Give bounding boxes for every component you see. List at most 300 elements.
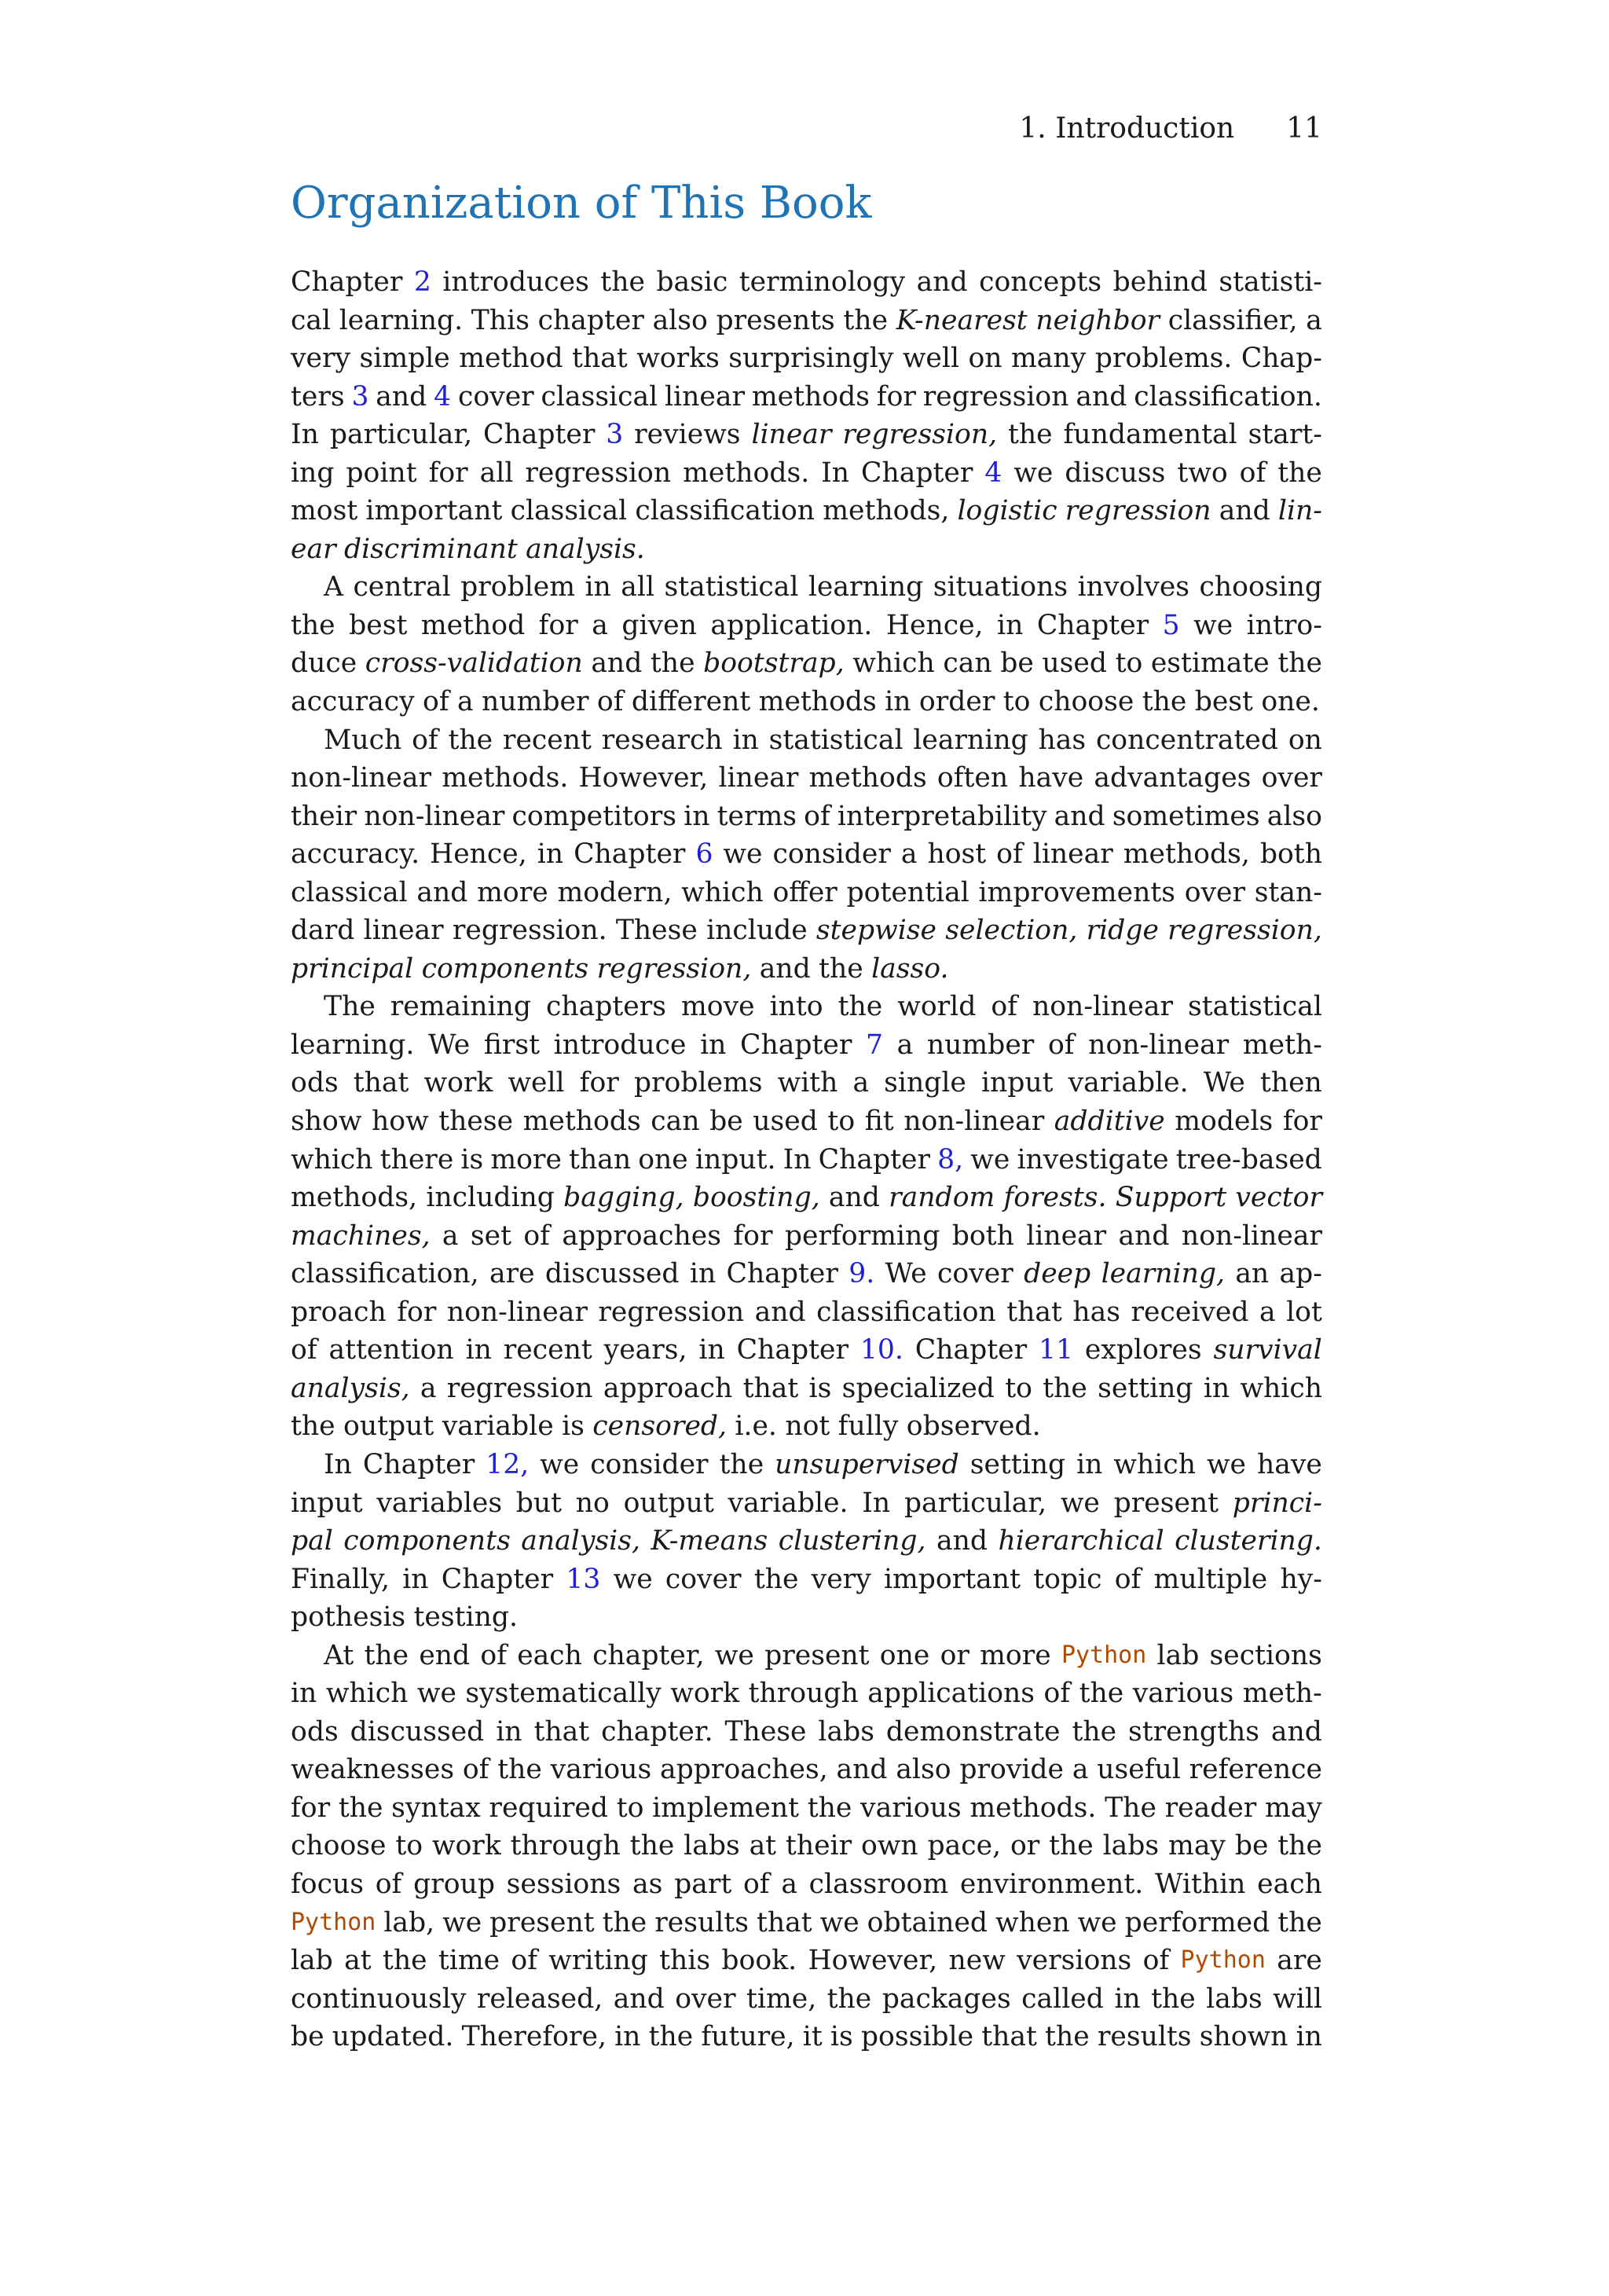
word: input: [291, 1487, 363, 1519]
chapter-reference-link[interactable]: 3: [351, 380, 369, 413]
word: non-linear: [1032, 991, 1174, 1023]
word: reader: [1164, 1792, 1257, 1824]
text-line: [291, 302, 1322, 340]
word: regression: [525, 457, 672, 489]
word: application.: [710, 609, 873, 641]
word: a: [896, 1029, 914, 1061]
emphasized-term: analysis.: [526, 533, 645, 565]
word: may: [1168, 1830, 1226, 1862]
word: lab: [291, 1945, 333, 1977]
word: the: [1142, 686, 1187, 718]
chapter-reference-link[interactable]: 8,: [937, 1143, 964, 1176]
word: central: [353, 571, 451, 603]
word: point: [346, 457, 417, 489]
chapter-reference-link[interactable]: 12,: [486, 1448, 530, 1480]
word: be: [1234, 1830, 1269, 1862]
word: tree-based: [1175, 1143, 1322, 1176]
text-line: [291, 1370, 1322, 1408]
word: choose: [1038, 686, 1134, 718]
word: linear: [363, 915, 444, 947]
word: implement: [652, 1792, 800, 1824]
word: accuracy.: [291, 838, 420, 871]
word: into: [769, 991, 823, 1023]
word: Much: [324, 724, 402, 756]
word: the: [650, 647, 695, 680]
word: but: [515, 1487, 563, 1519]
word: not: [785, 1410, 830, 1443]
word: will: [1273, 1982, 1322, 2015]
word: explores: [1084, 1334, 1202, 1366]
word: then: [1259, 1067, 1322, 1099]
word: in: [997, 609, 1024, 641]
word: approach: [603, 1372, 733, 1404]
paragraph: [291, 263, 1322, 568]
word: for: [291, 1792, 331, 1824]
word: may: [1265, 1792, 1322, 1824]
word: The: [1105, 1792, 1156, 1824]
word: in: [1296, 2021, 1322, 2053]
word: for: [579, 1067, 619, 1099]
word: and: [1054, 800, 1105, 832]
word: results: [654, 1906, 749, 1938]
word: Chapter: [574, 838, 686, 871]
word: classification: [816, 1296, 996, 1328]
emphasized-term: analysis,: [521, 1525, 640, 1557]
word: best: [1194, 686, 1253, 718]
word: the: [1043, 1372, 1087, 1404]
word: in: [585, 571, 611, 603]
word: ap-: [1279, 1258, 1322, 1290]
word: these: [438, 1106, 514, 1138]
word: consider: [772, 838, 891, 871]
word: of: [1142, 1945, 1170, 1977]
word: terminology: [739, 266, 906, 298]
word: i.e.: [735, 1410, 777, 1443]
chapter-reference-link[interactable]: 4: [434, 380, 452, 413]
word: non-linear: [446, 1296, 588, 1328]
word: and: [1076, 380, 1127, 413]
text-line: [291, 1179, 1322, 1217]
word: for: [538, 609, 578, 641]
word: classification,: [291, 1258, 479, 1290]
word: also: [652, 304, 708, 336]
word: in: [465, 1334, 492, 1366]
word: we: [1193, 609, 1233, 641]
chapter-reference-link[interactable]: 3: [606, 419, 624, 451]
paragraph: [291, 1637, 1322, 2056]
word: The: [324, 991, 376, 1023]
word: we: [540, 1448, 580, 1480]
word: methods,: [291, 1182, 418, 1214]
word: we: [442, 1906, 482, 1938]
word: input.: [695, 1143, 776, 1176]
text-line: [291, 263, 1322, 302]
emphasized-term: random: [889, 1182, 995, 1214]
word: reference: [1189, 1754, 1322, 1786]
word: of: [596, 686, 624, 718]
word: methods,: [823, 495, 950, 527]
word: received: [1131, 1296, 1249, 1328]
word: of: [523, 1220, 550, 1252]
word: called: [1021, 1982, 1104, 2015]
code-term: Python: [1180, 1946, 1266, 1975]
word: future,: [701, 2021, 795, 2053]
word: which: [852, 647, 935, 680]
chapter-reference-link[interactable]: 6: [695, 838, 713, 871]
word: often: [936, 762, 1009, 794]
word: the: [291, 1410, 335, 1443]
word: the: [648, 2021, 694, 2053]
word: remaining: [390, 991, 531, 1023]
word: in: [1076, 1448, 1103, 1480]
emphasized-term: boosting,: [692, 1182, 820, 1214]
word: sections: [1209, 1639, 1322, 1671]
word: In: [324, 1448, 352, 1480]
word: linear: [718, 762, 799, 794]
word: when: [995, 1906, 1070, 1938]
word: more: [477, 876, 548, 908]
word: have: [1018, 762, 1084, 794]
word: methods.: [683, 457, 810, 489]
emphasized-term: components: [421, 952, 589, 985]
word: first: [483, 1029, 541, 1061]
word: In: [821, 457, 850, 489]
emphasized-term: censored,: [592, 1410, 728, 1443]
paragraph: [291, 1446, 1322, 1637]
page-number: 11: [1286, 112, 1322, 145]
word: These: [724, 1715, 807, 1748]
word: concentrated: [1095, 724, 1279, 756]
word: lot: [1286, 1296, 1322, 1328]
word: in: [700, 1029, 727, 1061]
word: have: [1256, 1448, 1322, 1480]
word: and: [936, 1525, 988, 1557]
word: statistical: [1188, 991, 1322, 1023]
word: works: [636, 343, 720, 375]
word: that: [742, 1372, 799, 1404]
word: we: [613, 1563, 653, 1595]
paragraph: [291, 988, 1322, 1446]
word: over: [1184, 876, 1246, 908]
word: input: [980, 1067, 1054, 1099]
word: cover: [937, 1258, 1013, 1290]
word: Hence,: [430, 838, 527, 871]
word: and: [591, 647, 643, 680]
word: the: [382, 1945, 427, 1977]
word: a: [442, 1220, 459, 1252]
word: at: [344, 1945, 372, 1977]
word: testing.: [413, 1601, 518, 1634]
word: on: [1288, 724, 1322, 756]
word: methods: [808, 762, 927, 794]
word: in: [291, 1678, 317, 1710]
word: is: [562, 1410, 585, 1443]
word: problem: [460, 571, 576, 603]
word: lab,: [383, 1906, 435, 1938]
word: and: [836, 1754, 888, 1786]
word: very: [811, 1563, 871, 1595]
word: a: [592, 609, 608, 641]
word: and: [916, 266, 968, 298]
word: that: [533, 1715, 590, 1748]
chapter-reference-link[interactable]: 7: [866, 1029, 884, 1061]
word: At: [324, 1639, 354, 1671]
word: and: [1270, 1715, 1322, 1748]
word: well: [902, 343, 960, 375]
word: the: [1151, 1982, 1196, 2015]
word: methods: [758, 686, 877, 718]
word: various: [550, 1754, 652, 1786]
text-line: [291, 1446, 1322, 1484]
word: a: [457, 686, 474, 718]
word: the: [843, 304, 889, 336]
chapter-reference-link[interactable]: 9.: [848, 1258, 875, 1290]
word: the: [1007, 419, 1053, 451]
word: that: [981, 2021, 1037, 2053]
word: provide: [959, 1754, 1065, 1786]
chapter-reference-link[interactable]: 4: [984, 457, 1002, 489]
emphasized-term: Support: [1115, 1182, 1227, 1214]
word: which: [325, 1678, 409, 1710]
word: packages: [881, 1982, 1011, 2015]
emphasized-term: bagging,: [563, 1182, 684, 1214]
word: their: [291, 800, 357, 832]
word: each: [1257, 1868, 1322, 1900]
text-line: [291, 798, 1322, 836]
word: statistical: [768, 724, 903, 756]
word: observed.: [906, 1410, 1041, 1443]
text-line: [291, 378, 1322, 416]
word: is: [808, 1372, 832, 1404]
word: interpretability: [837, 800, 1047, 832]
word: present: [1113, 1487, 1219, 1519]
word: the: [629, 1830, 675, 1862]
word: applications: [867, 1678, 1035, 1710]
word: order: [918, 686, 995, 718]
word: with: [777, 1067, 838, 1099]
emphasized-term: neighbor: [1035, 304, 1160, 336]
word: one: [879, 1639, 930, 1671]
word: also: [1266, 800, 1322, 832]
word: particular,: [329, 419, 473, 451]
word: various: [1132, 1678, 1234, 1710]
word: A: [324, 571, 343, 603]
word: their: [785, 1830, 852, 1862]
word: best: [349, 609, 408, 641]
word: of: [375, 1868, 402, 1900]
text-line: [291, 1561, 1322, 1599]
word: Chapter: [482, 419, 596, 451]
word: regression: [446, 1372, 593, 1404]
word: in: [684, 800, 710, 832]
word: potential: [846, 876, 969, 908]
word: approaches: [562, 1220, 722, 1252]
word: performed: [1124, 1906, 1270, 1938]
word: competitors: [511, 800, 677, 832]
word: and: [1118, 1220, 1170, 1252]
word: variable.: [728, 1487, 848, 1519]
word: methods.: [969, 1792, 1097, 1824]
word: as: [632, 1868, 663, 1900]
word: in: [689, 1258, 717, 1290]
word: output: [343, 1410, 434, 1443]
emphasized-term: ear: [291, 533, 336, 565]
word: of: [1047, 1029, 1075, 1061]
emphasized-term: analysis,: [291, 1372, 410, 1404]
word: required: [489, 1792, 609, 1824]
word: classical: [541, 380, 658, 413]
word: we: [714, 1639, 754, 1671]
word: of: [1114, 1563, 1142, 1595]
word: ters: [291, 380, 345, 413]
word: cover: [665, 1563, 742, 1595]
word: non-linear: [1088, 1029, 1230, 1061]
word: for: [428, 457, 468, 489]
text-line: [291, 1789, 1322, 1828]
emphasized-term: vector: [1235, 1182, 1322, 1214]
word: more: [490, 1143, 562, 1176]
word: many: [1011, 343, 1087, 375]
word: the: [753, 1563, 799, 1595]
emphasized-term: machines,: [291, 1220, 431, 1252]
emphasized-term: deep: [1024, 1258, 1091, 1290]
word: be: [709, 1106, 743, 1138]
word: statisti-: [1219, 266, 1322, 298]
chapter-reference-link[interactable]: 13: [566, 1563, 601, 1595]
word: set: [470, 1220, 511, 1252]
word: Hence,: [885, 609, 984, 641]
word: move: [680, 991, 755, 1023]
word: through: [748, 1678, 859, 1710]
word: learning: [808, 571, 924, 603]
emphasized-term: survival: [1213, 1334, 1322, 1366]
word: Chapter: [291, 266, 403, 298]
word: which: [681, 876, 764, 908]
chapter-reference-link[interactable]: 5: [1162, 609, 1180, 641]
word: book.: [721, 1945, 797, 1977]
word: more: [980, 1639, 1051, 1671]
word: This: [471, 304, 530, 336]
word: method: [459, 343, 563, 375]
word: ing: [291, 457, 335, 489]
emphasized-term: logistic: [957, 495, 1057, 527]
word: to: [1002, 686, 1031, 718]
word: involves: [1077, 571, 1190, 603]
word: it: [802, 2021, 823, 2053]
word: of: [742, 1868, 770, 1900]
text-line: [291, 492, 1322, 530]
word: we: [819, 1906, 859, 1938]
text-line: [291, 1255, 1322, 1293]
text-line: [291, 454, 1322, 493]
text-line: [291, 568, 1322, 607]
word: time,: [746, 1982, 817, 2015]
word: the: [1072, 1715, 1117, 1748]
word: in: [698, 1334, 725, 1366]
word: consider: [590, 1448, 709, 1480]
word: pothesis: [291, 1601, 406, 1634]
word: of: [991, 991, 1017, 1023]
word: the: [600, 266, 645, 298]
word: we: [1013, 457, 1054, 489]
emphasized-term: pal: [291, 1525, 333, 1557]
word: used: [1042, 647, 1107, 680]
text-line: [291, 416, 1322, 454]
word: the: [719, 1448, 764, 1480]
word: most: [291, 495, 358, 527]
word: We: [885, 1258, 927, 1290]
word: labs: [1206, 1982, 1263, 2015]
word: variable.: [1068, 1067, 1189, 1099]
word: part: [674, 1868, 732, 1900]
word: investigate: [1017, 1143, 1169, 1176]
word: classification: [635, 495, 815, 527]
word: in: [496, 1715, 522, 1748]
word: shown: [1199, 2021, 1288, 2053]
emphasized-term: princi-: [1232, 1487, 1322, 1519]
emphasized-term: selection,: [945, 915, 1078, 947]
word: is: [830, 2021, 853, 2053]
chapter-reference-link[interactable]: 2: [413, 266, 431, 298]
word: include: [706, 915, 808, 947]
word: in: [1203, 1372, 1230, 1404]
word: topic: [1033, 1563, 1102, 1595]
word: Therefore,: [461, 2021, 607, 2053]
word: be: [1000, 647, 1034, 680]
word: the: [1049, 1830, 1094, 1862]
word: over: [675, 1982, 736, 2015]
emphasized-term: bootstrap,: [703, 647, 845, 680]
word: choose: [291, 1830, 387, 1862]
word: both: [1259, 838, 1322, 871]
word: Chapter: [441, 1563, 554, 1595]
word: that: [353, 1067, 409, 1099]
text-line: [291, 683, 1322, 721]
word: chapter,: [592, 1639, 705, 1671]
word: writing: [548, 1945, 648, 1977]
word: specialized: [841, 1372, 995, 1404]
text-line: [291, 835, 1322, 874]
word: introduce: [553, 1029, 687, 1061]
word: Chapter: [914, 1334, 1028, 1366]
word: offer: [772, 876, 837, 908]
word: to: [1115, 647, 1143, 680]
word: discussed: [350, 1715, 485, 1748]
emphasized-term: discriminant: [343, 533, 518, 565]
word: demonstrate: [885, 1715, 1061, 1748]
word: Chapter: [726, 1258, 838, 1290]
word: the: [291, 609, 335, 641]
word: on: [968, 343, 1002, 375]
word: can: [651, 1106, 700, 1138]
chapter-reference-link[interactable]: 10.: [859, 1334, 903, 1366]
word: non-linear: [364, 800, 505, 832]
word: a: [1072, 1754, 1089, 1786]
text-line: [291, 988, 1322, 1026]
word: well: [508, 1067, 565, 1099]
word: through: [510, 1830, 621, 1862]
word: non-linear: [291, 762, 432, 794]
word: over: [1261, 762, 1322, 794]
word: proach: [291, 1296, 387, 1328]
word: the: [1045, 2021, 1090, 2053]
text-line: [291, 339, 1322, 378]
text-line: [291, 1713, 1322, 1751]
word: the: [807, 1792, 852, 1824]
chapter-reference-link[interactable]: 11: [1039, 1334, 1074, 1366]
word: obtained: [867, 1906, 988, 1938]
text-line: [291, 1293, 1322, 1332]
